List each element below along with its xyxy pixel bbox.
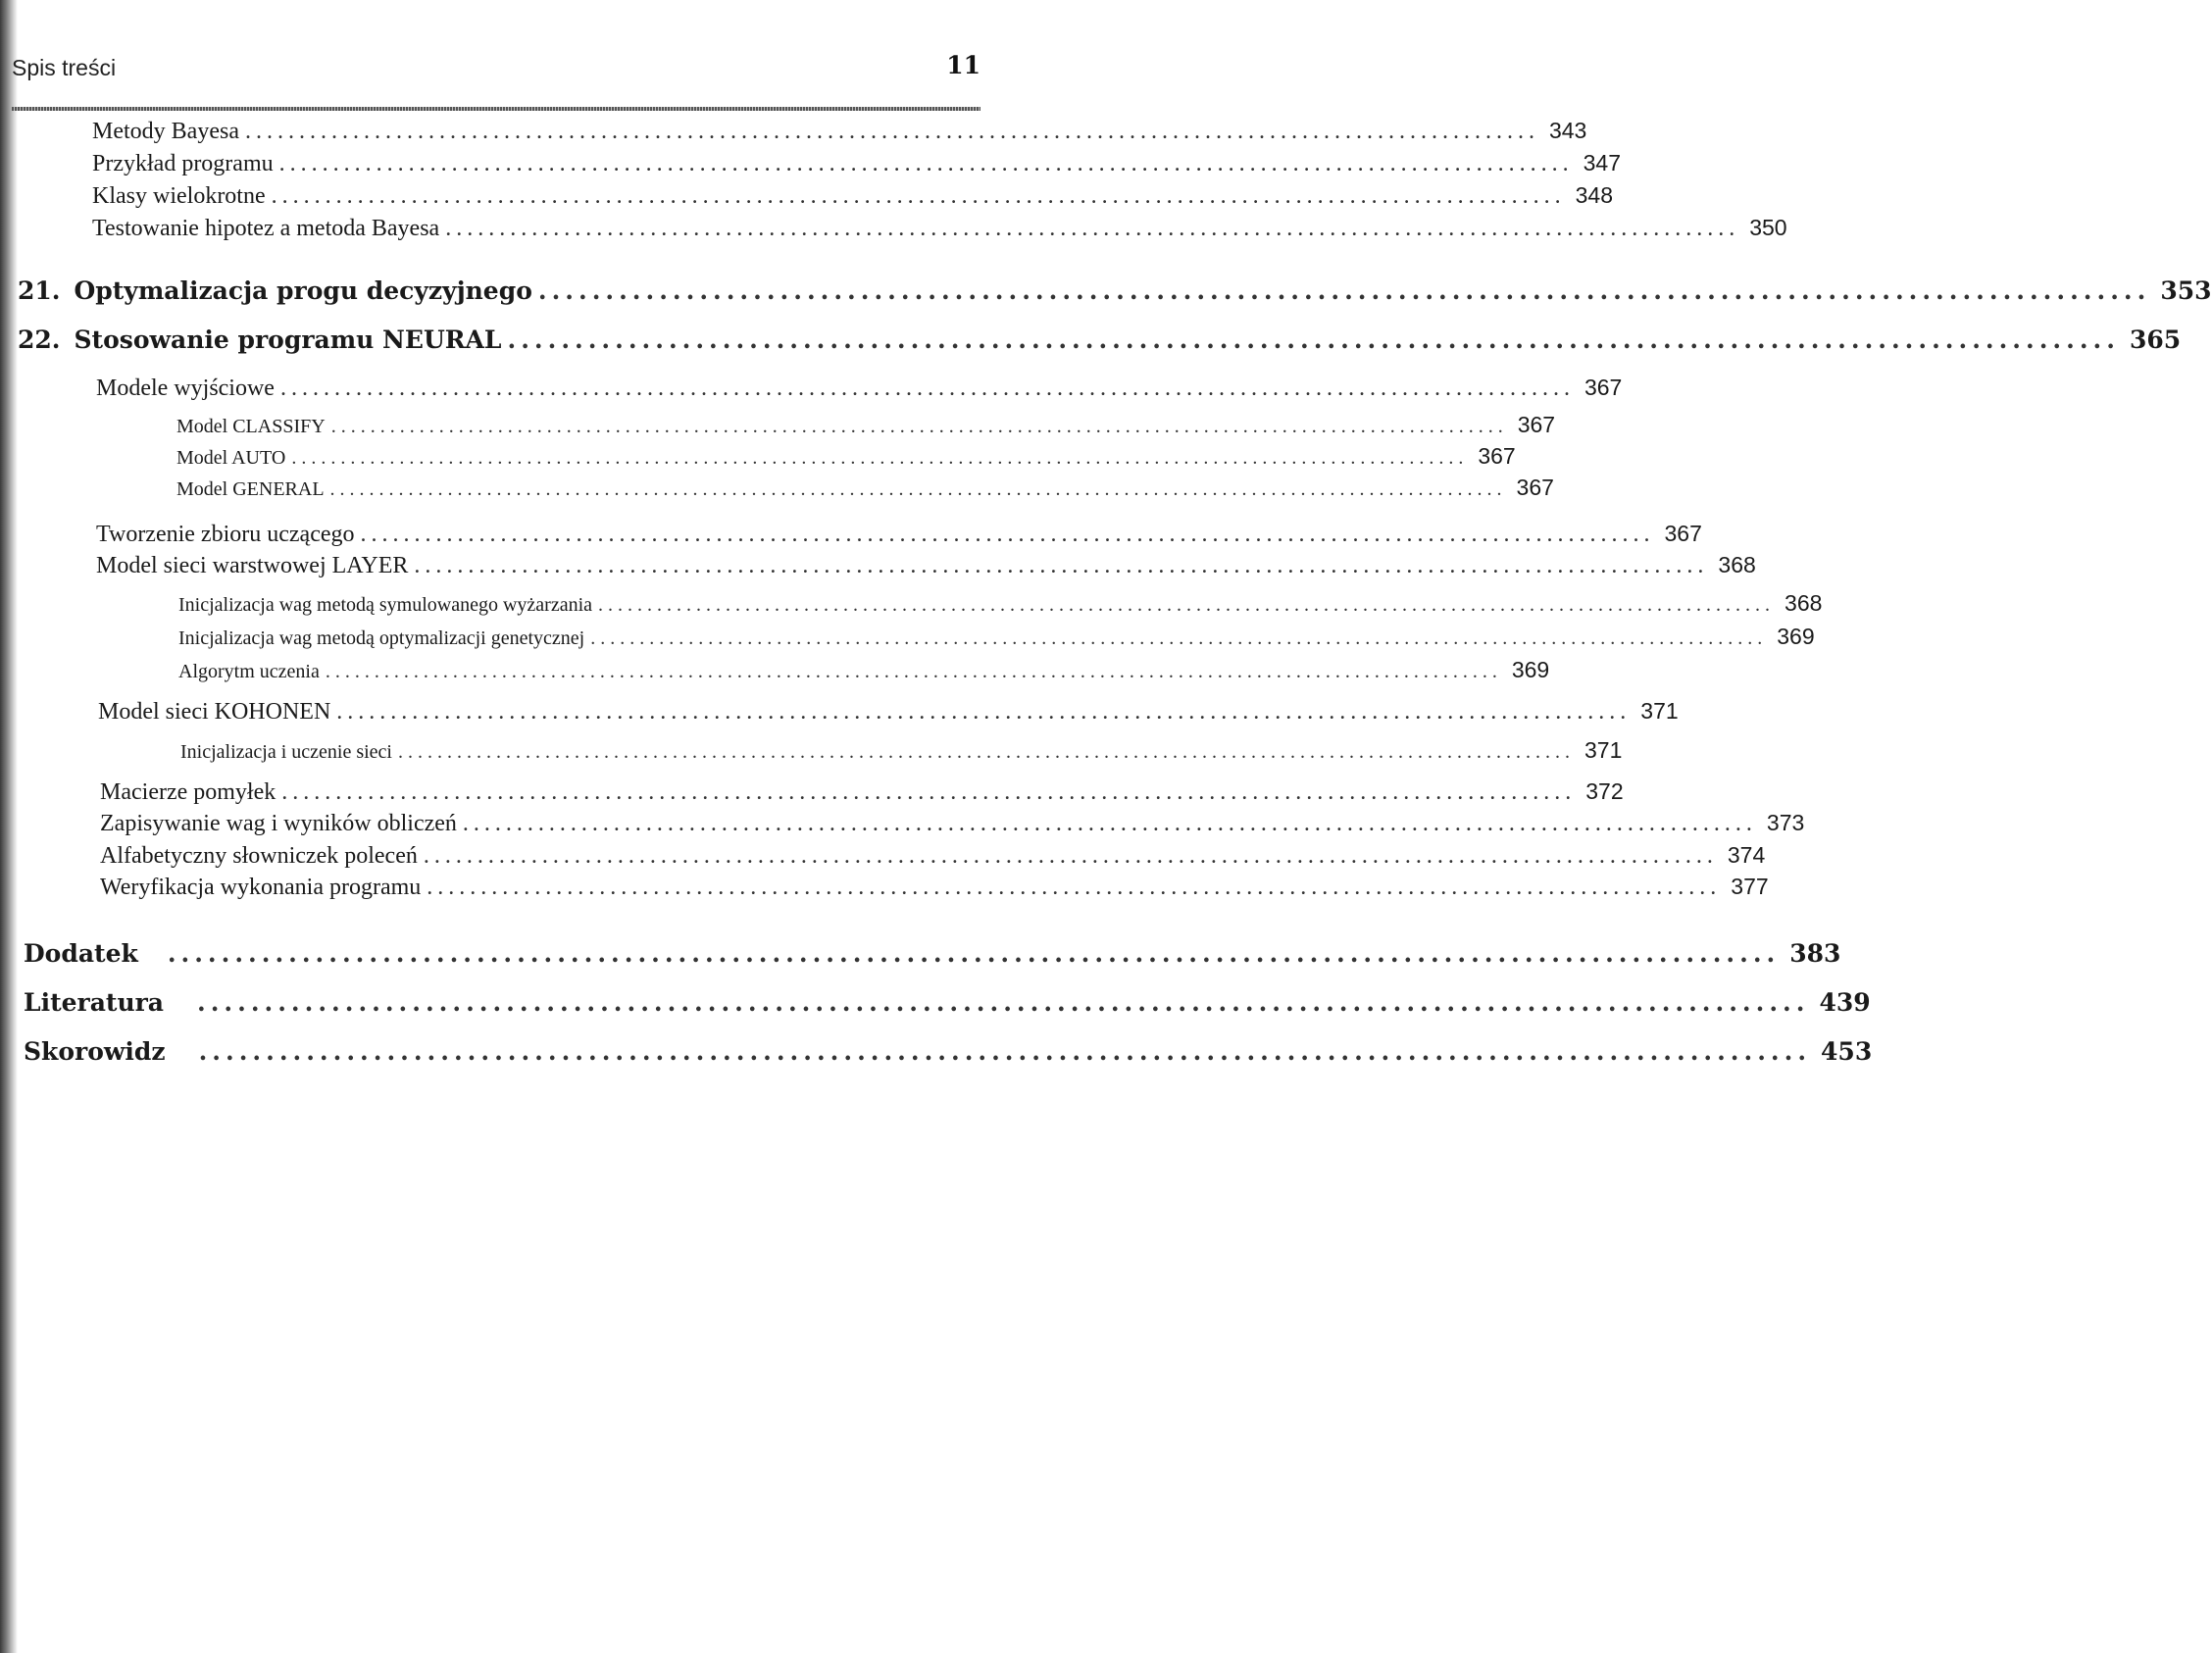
toc-entry-label: Inicjalizacja wag metodą optymalizacji genetycznej bbox=[178, 627, 585, 649]
toc-entry[interactable] bbox=[92, 150, 1621, 177]
toc-entry-page: 383 bbox=[1789, 939, 1841, 968]
toc-entry-label: Literatura bbox=[24, 988, 164, 1017]
toc-entry[interactable] bbox=[100, 874, 1769, 901]
toc-subentry[interactable] bbox=[178, 657, 1550, 683]
toc-entry-page: 350 bbox=[1749, 215, 1787, 240]
dot-leader: ........................................................................................................................ bbox=[590, 627, 1768, 649]
toc-entry-page: 353 bbox=[2160, 276, 2212, 305]
toc-entry[interactable] bbox=[100, 810, 1805, 837]
dot-leader: ........................................................................................................................ bbox=[271, 183, 1566, 209]
header-rule bbox=[12, 107, 980, 111]
dot-leader: ........................................................................................................................ bbox=[445, 216, 1740, 241]
toc-entry-label: Model CLASSIFY bbox=[176, 416, 326, 437]
toc-chapter-entry[interactable] bbox=[18, 276, 2212, 305]
toc-appendix-entry[interactable] bbox=[24, 939, 1841, 968]
chapter-number: 22. bbox=[18, 326, 61, 354]
dot-leader: ........................................................................................................................ bbox=[198, 1037, 1812, 1066]
toc-subentry[interactable] bbox=[178, 590, 1823, 617]
toc-subentry[interactable] bbox=[176, 443, 1516, 470]
dot-leader: ........................................................................................................................ bbox=[291, 447, 1469, 469]
toc-chapter-entry[interactable] bbox=[18, 326, 2182, 354]
dot-leader: ........................................................................................................................ bbox=[462, 811, 1757, 836]
dot-leader: ........................................................................................................................ bbox=[197, 988, 1810, 1017]
dot-leader: ........................................................................................................................ bbox=[537, 276, 2151, 305]
toc-entry[interactable] bbox=[100, 778, 1624, 806]
dot-leader: ........................................................................................................................ bbox=[427, 875, 1722, 900]
dot-leader: ........................................................................................................................ bbox=[325, 661, 1502, 682]
toc-entry-label: Klasy wielokrotne bbox=[92, 183, 266, 209]
dot-leader: ........................................................................................................................ bbox=[414, 553, 1709, 578]
toc-subentry[interactable] bbox=[176, 412, 1556, 438]
dot-leader: ........................................................................................................................ bbox=[278, 151, 1574, 176]
toc-entry-label: Inicjalizacja i uczenie sieci bbox=[180, 741, 392, 763]
page-binding-shadow bbox=[0, 0, 18, 1653]
toc-entry-label: Zapisywanie wag i wyników obliczeń bbox=[100, 811, 457, 836]
dot-leader: ........................................................................................................................ bbox=[423, 843, 1718, 869]
dot-leader: ........................................................................................................................ bbox=[329, 478, 1507, 500]
toc-entry-page: 377 bbox=[1731, 874, 1769, 899]
toc-entry-page: 372 bbox=[1585, 778, 1624, 804]
toc-entry-label: Model AUTO bbox=[176, 447, 286, 469]
toc-entry-page: 371 bbox=[1640, 698, 1679, 724]
toc-entry[interactable] bbox=[98, 698, 1679, 726]
toc-entry[interactable] bbox=[100, 842, 1766, 870]
toc-entry-label: Model GENERAL bbox=[176, 478, 325, 500]
running-header bbox=[12, 51, 980, 90]
toc-entry-label: Macierze pomyłek bbox=[100, 779, 276, 805]
dot-leader: ........................................................................................................................ bbox=[507, 326, 2120, 354]
toc-entry-label: Przykład programu bbox=[92, 151, 274, 176]
dot-leader: ........................................................................................................................ bbox=[167, 939, 1781, 968]
toc-entry-label: Model sieci KOHONEN bbox=[98, 699, 331, 725]
toc-entry[interactable] bbox=[92, 182, 1613, 210]
toc-subentry[interactable] bbox=[180, 737, 1623, 764]
toc-entry-page: 367 bbox=[1517, 412, 1556, 437]
dot-leader: ........................................................................................................................ bbox=[279, 376, 1575, 401]
dot-leader: ........................................................................................................................ bbox=[336, 699, 1632, 725]
toc-entry-label: Tworzenie zbioru uczącego bbox=[96, 522, 355, 547]
dot-leader: ........................................................................................................................ bbox=[397, 741, 1575, 763]
toc-entry-page: 368 bbox=[1718, 552, 1756, 577]
toc-entry-label: Inicjalizacja wag metodą symulowanego wyżarzania bbox=[178, 594, 593, 616]
toc-entry-page: 367 bbox=[1584, 375, 1623, 400]
dot-leader: ........................................................................................................................ bbox=[330, 416, 1508, 437]
toc-entry-page: 343 bbox=[1548, 118, 1587, 143]
toc-entry-page: 453 bbox=[1821, 1037, 1873, 1066]
toc-subentry[interactable] bbox=[176, 475, 1554, 501]
toc-entry-page: 369 bbox=[1511, 657, 1550, 682]
dot-leader: ........................................................................................................................ bbox=[244, 119, 1539, 144]
chapter-title: Optymalizacja progu decyzyjnego bbox=[74, 276, 532, 305]
toc-entry-label: Algorytm uczenia bbox=[178, 661, 320, 682]
toc-entry-page: 365 bbox=[2129, 326, 2182, 354]
chapter-title: Stosowanie programu NEURAL bbox=[74, 326, 502, 354]
toc-entry-page: 373 bbox=[1766, 810, 1805, 835]
toc-entry-label: Skorowidz bbox=[24, 1037, 166, 1066]
toc-entry-page: 347 bbox=[1583, 150, 1621, 175]
toc-entry-label: Modele wyjściowe bbox=[96, 376, 275, 401]
toc-entry-label: Testowanie hipotez a metoda Bayesa bbox=[92, 216, 440, 241]
toc-entry-page: 348 bbox=[1575, 182, 1613, 208]
toc-entry[interactable] bbox=[92, 118, 1587, 145]
toc-entry-label: Metody Bayesa bbox=[92, 119, 239, 144]
toc-entry-label: Model sieci warstwowej LAYER bbox=[96, 553, 409, 578]
toc-entry[interactable] bbox=[96, 552, 1756, 579]
toc-entry[interactable] bbox=[92, 215, 1787, 242]
toc-entry-page: 367 bbox=[1664, 521, 1702, 546]
toc-appendix-entry[interactable] bbox=[24, 1037, 1873, 1066]
toc-entry-label: Alfabetyczny słowniczek poleceń bbox=[100, 843, 418, 869]
toc-entry-page: 369 bbox=[1777, 624, 1815, 649]
chapter-number: 21. bbox=[18, 276, 61, 305]
toc-entry[interactable] bbox=[96, 375, 1623, 402]
dot-leader: ........................................................................................................................ bbox=[360, 522, 1655, 547]
header-page-number: 11 bbox=[946, 51, 980, 79]
toc-entry-page: 371 bbox=[1584, 737, 1623, 763]
toc-entry-label: Dodatek bbox=[24, 939, 138, 968]
toc-entry-page: 367 bbox=[1516, 475, 1554, 500]
header-title: Spis treści bbox=[12, 55, 117, 80]
toc-entry-page: 368 bbox=[1785, 590, 1823, 616]
dot-leader: ........................................................................................................................ bbox=[598, 594, 1776, 616]
toc-subentry[interactable] bbox=[178, 624, 1815, 650]
toc-entry-page: 439 bbox=[1819, 988, 1871, 1017]
dot-leader: ........................................................................................................................ bbox=[281, 779, 1577, 805]
toc-appendix-entry[interactable] bbox=[24, 988, 1871, 1017]
toc-entry-page: 374 bbox=[1727, 842, 1766, 868]
toc-entry[interactable] bbox=[96, 521, 1702, 548]
toc-entry-label: Weryfikacja wykonania programu bbox=[100, 875, 422, 900]
toc-entry-page: 367 bbox=[1478, 443, 1516, 469]
